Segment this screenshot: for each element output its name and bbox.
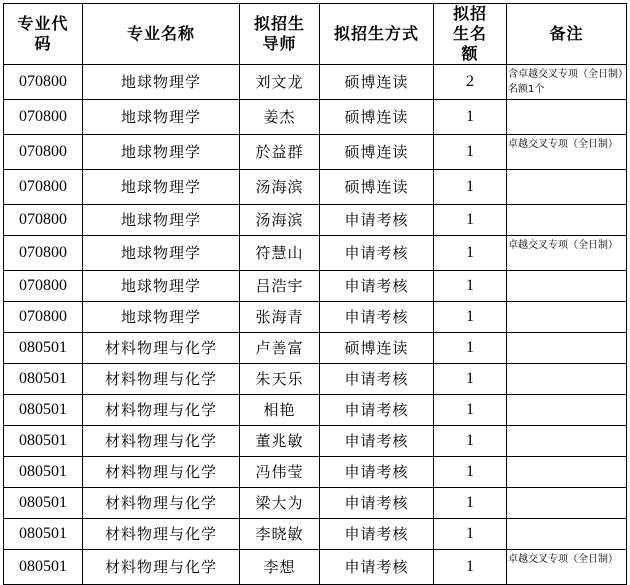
cell-note: [507, 364, 627, 395]
cell-admission-method: 申请考核: [320, 271, 434, 302]
cell-major-name: 材料物理与化学: [83, 488, 240, 519]
table-row: [4, 236, 627, 271]
cell-admission-method: 申请考核: [320, 395, 434, 426]
cell-major-code: 080501: [4, 550, 83, 585]
table-row: [4, 100, 627, 135]
table-row: [4, 302, 627, 333]
cell-advisor: 姜杰: [240, 100, 320, 135]
cell-major-code: 070800: [4, 135, 83, 170]
cell-quota: 1: [434, 135, 507, 170]
cell-admission-method: 申请考核: [320, 364, 434, 395]
cell-major-code: 080501: [4, 519, 83, 550]
cell-admission-method: 申请考核: [320, 519, 434, 550]
cell-note: 含卓越交叉专项（全日制）名额1个: [507, 65, 627, 100]
cell-admission-method: 申请考核: [320, 205, 434, 236]
header-advisor: 拟招生导师: [240, 4, 320, 65]
cell-note: [507, 100, 627, 135]
cell-quota: 1: [434, 205, 507, 236]
header-note: 备注: [507, 4, 627, 65]
cell-note: 卓越交叉专项（全日制）: [507, 236, 627, 271]
cell-note: [507, 170, 627, 205]
cell-admission-method: 硕博连读: [320, 170, 434, 205]
cell-major-name: 地球物理学: [83, 236, 240, 271]
cell-quota: 1: [434, 519, 507, 550]
table-row: [4, 333, 627, 364]
cell-major-name: 材料物理与化学: [83, 550, 240, 585]
cell-admission-method: 申请考核: [320, 426, 434, 457]
cell-major-name: 地球物理学: [83, 65, 240, 100]
cell-quota: 1: [434, 170, 507, 205]
cell-major-code: 080501: [4, 457, 83, 488]
cell-advisor: 汤海滨: [240, 205, 320, 236]
cell-advisor: 李想: [240, 550, 320, 585]
cell-major-name: 地球物理学: [83, 170, 240, 205]
cell-advisor: 梁大为: [240, 488, 320, 519]
cell-note: [507, 519, 627, 550]
cell-major-name: 材料物理与化学: [83, 395, 240, 426]
cell-major-code: 070800: [4, 302, 83, 333]
cell-major-name: 地球物理学: [83, 135, 240, 170]
cell-major-name: 地球物理学: [83, 205, 240, 236]
table-header: [4, 4, 627, 65]
cell-advisor: 李晓敏: [240, 519, 320, 550]
cell-admission-method: 硕博连读: [320, 65, 434, 100]
cell-major-name: 材料物理与化学: [83, 457, 240, 488]
cell-admission-method: 申请考核: [320, 236, 434, 271]
table-row: [4, 65, 627, 100]
cell-advisor: 董兆敏: [240, 426, 320, 457]
cell-note: 卓越交叉专项（全日制）: [507, 135, 627, 170]
table-body: [4, 65, 627, 585]
cell-advisor: 朱天乐: [240, 364, 320, 395]
cell-quota: 1: [434, 271, 507, 302]
table-row: [4, 395, 627, 426]
table-row: [4, 426, 627, 457]
cell-quota: 1: [434, 302, 507, 333]
cell-admission-method: 申请考核: [320, 302, 434, 333]
cell-quota: 1: [434, 395, 507, 426]
cell-admission-method: 硕博连读: [320, 135, 434, 170]
cell-advisor: 冯伟莹: [240, 457, 320, 488]
cell-note: [507, 333, 627, 364]
cell-advisor: 刘文龙: [240, 65, 320, 100]
cell-major-name: 材料物理与化学: [83, 426, 240, 457]
cell-note: [507, 205, 627, 236]
cell-advisor: 吕浩宇: [240, 271, 320, 302]
cell-note: [507, 271, 627, 302]
cell-major-code: 080501: [4, 395, 83, 426]
cell-major-code: 070800: [4, 236, 83, 271]
table-row: [4, 488, 627, 519]
header-admission-method: 拟招生方式: [320, 4, 434, 65]
table-row: [4, 205, 627, 236]
table-row: [4, 550, 627, 585]
cell-quota: 1: [434, 100, 507, 135]
cell-major-code: 080501: [4, 333, 83, 364]
cell-note: [507, 302, 627, 333]
header-quota: 拟招生名额: [434, 4, 507, 65]
cell-admission-method: 申请考核: [320, 550, 434, 585]
cell-major-name: 材料物理与化学: [83, 333, 240, 364]
table-row: [4, 457, 627, 488]
cell-major-code: 070800: [4, 65, 83, 100]
cell-quota: 1: [434, 488, 507, 519]
cell-advisor: 卢善富: [240, 333, 320, 364]
cell-advisor: 符慧山: [240, 236, 320, 271]
table-row: [4, 519, 627, 550]
cell-advisor: 相艳: [240, 395, 320, 426]
cell-admission-method: 硕博连读: [320, 100, 434, 135]
cell-major-code: 080501: [4, 488, 83, 519]
cell-major-code: 080501: [4, 426, 83, 457]
cell-quota: 2: [434, 65, 507, 100]
cell-major-code: 080501: [4, 364, 83, 395]
cell-admission-method: 申请考核: [320, 457, 434, 488]
cell-major-name: 地球物理学: [83, 302, 240, 333]
cell-note: [507, 395, 627, 426]
table-row: [4, 364, 627, 395]
header-major-code: 专业代码: [4, 4, 83, 65]
cell-major-code: 070800: [4, 100, 83, 135]
cell-major-name: 地球物理学: [83, 100, 240, 135]
cell-quota: 1: [434, 236, 507, 271]
table-row: [4, 170, 627, 205]
header-major-name: 专业名称: [83, 4, 240, 65]
cell-admission-method: 申请考核: [320, 488, 434, 519]
table-row: [4, 135, 627, 170]
cell-major-name: 地球物理学: [83, 271, 240, 302]
cell-note: 卓越交叉专项（全日制）: [507, 550, 627, 585]
cell-major-code: 070800: [4, 271, 83, 302]
cell-admission-method: 硕博连读: [320, 333, 434, 364]
cell-major-name: 材料物理与化学: [83, 364, 240, 395]
cell-quota: 1: [434, 426, 507, 457]
cell-note: [507, 457, 627, 488]
cell-advisor: 汤海滨: [240, 170, 320, 205]
cell-major-code: 070800: [4, 205, 83, 236]
cell-major-code: 070800: [4, 170, 83, 205]
cell-quota: 1: [434, 550, 507, 585]
admission-table: [3, 3, 627, 585]
cell-major-name: 材料物理与化学: [83, 519, 240, 550]
cell-advisor: 张海青: [240, 302, 320, 333]
table-row: [4, 271, 627, 302]
cell-quota: 1: [434, 364, 507, 395]
cell-note: [507, 488, 627, 519]
cell-advisor: 於益群: [240, 135, 320, 170]
cell-quota: 1: [434, 333, 507, 364]
cell-quota: 1: [434, 457, 507, 488]
cell-note: [507, 426, 627, 457]
